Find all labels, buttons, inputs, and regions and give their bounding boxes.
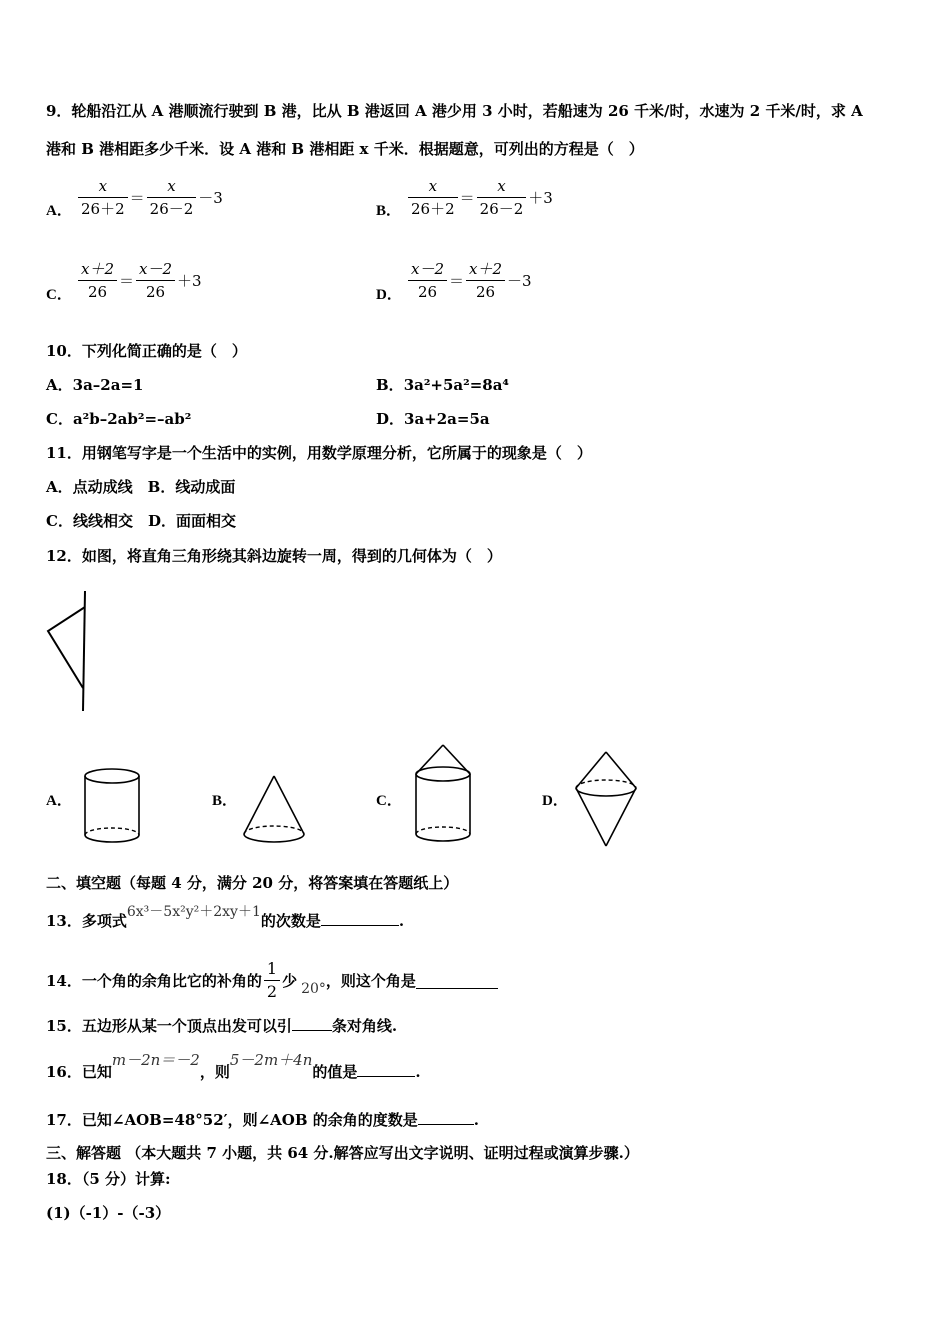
q9-c-right-numerator: x－2 [136, 258, 175, 281]
q10-a-label: A． [46, 376, 73, 394]
q9-stem-line1: 9．轮船沿江从 A 港顺流行驶到 B 港，比从 B 港返回 A 港少用 3 小时，若船速为 26 千米/时，水速为 2 千米/时，求 A [46, 102, 863, 120]
q10-b-label: B． [376, 376, 404, 394]
q14-degree: 20° [301, 980, 326, 997]
cylinder-figure [80, 765, 146, 847]
q16-end: . [415, 1063, 421, 1081]
q10-option-b [376, 375, 509, 395]
double-cone-figure [570, 748, 642, 852]
q10-d-expr: 3a+2a=5a [404, 410, 490, 428]
q9-a-equals: ＝ [129, 189, 145, 207]
q9-a-right-numerator: x [147, 175, 197, 198]
q17-text: 17．已知∠AOB=48°52′，则∠AOB 的余角的度数是 [46, 1111, 418, 1129]
q17-end: . [473, 1111, 480, 1129]
right-triangle-figure [40, 585, 100, 715]
q14-half-numerator: 1 [264, 958, 280, 981]
q17 [46, 1110, 479, 1130]
q9-option-b-equation [408, 175, 555, 220]
q9-option-d-label: D． [376, 287, 402, 303]
q10-c-expr: a²b–2ab²=–ab² [72, 410, 192, 428]
q9-b-left-numerator: x [408, 175, 458, 198]
q16 [46, 1051, 421, 1082]
q9-c-left-denominator: 26 [87, 283, 108, 301]
q9-a-tail: －3 [198, 189, 223, 207]
q13-suffix: 的次数是 [260, 912, 321, 930]
q10-option-a [46, 375, 143, 395]
q12-option-a-label: A． [46, 793, 72, 809]
q11-stem: 11．用钢笔写字是一个生活中的实例，用数学原理分析，它所属于的现象是（ ） [46, 444, 592, 462]
q15-prefix: 15．五边形从某一个顶点出发可以引 [46, 1017, 292, 1035]
q9-b-equals: ＝ [459, 189, 475, 207]
q9-d-left-numerator: x－2 [408, 258, 447, 281]
q10-d-label: D． [376, 410, 405, 428]
q10-a-expr: 3a–2a=1 [72, 376, 144, 394]
q16-answer-blank[interactable] [357, 1076, 415, 1077]
q14-half-denominator: 2 [266, 982, 278, 1001]
cone-figure [238, 772, 310, 848]
q10-option-d [376, 409, 490, 429]
q13 [46, 904, 405, 932]
q12-option-b-label: B． [212, 793, 238, 809]
q9-a-left-numerator: x [78, 175, 128, 198]
q9-c-tail: ＋3 [177, 272, 202, 290]
q9-b-tail: ＋3 [528, 189, 553, 207]
q9-d-tail: －3 [507, 272, 532, 290]
section-2-heading: 二、填空题（每题 4 分，满分 20 分，将答案填在答题纸上） [46, 874, 459, 892]
q9-c-equals: ＝ [119, 272, 135, 290]
q9-c-left-numerator: x＋2 [78, 258, 117, 281]
q13-answer-blank[interactable] [321, 925, 399, 926]
q9-option-a-label: A． [46, 203, 72, 219]
q9-b-left-denominator: 26＋2 [411, 200, 455, 218]
q14 [46, 958, 498, 1003]
q15 [46, 1016, 397, 1036]
q9-option-d-equation [408, 258, 534, 303]
cone-on-cylinder-figure [410, 742, 476, 846]
q9-d-right-denominator: 26 [475, 283, 496, 301]
q9-option-b-label: B． [376, 203, 402, 219]
q9-d-equals: ＝ [449, 272, 465, 290]
q9-a-left-denominator: 26＋2 [81, 200, 125, 218]
q9-c-right-denominator: 26 [145, 283, 166, 301]
q9-d-right-numerator: x＋2 [466, 258, 505, 281]
q10-b-expr: 3a²+5a²=8a⁴ [403, 376, 510, 394]
q10-option-c [46, 409, 191, 429]
q16-suffix: 的值是 [312, 1063, 358, 1081]
q16-then: ，则 [199, 1063, 230, 1081]
q9-option-a-equation [78, 175, 225, 220]
q15-answer-blank[interactable] [292, 1030, 332, 1031]
q16-given-equation: m－2n＝－2 [111, 1051, 200, 1069]
q13-end: . [398, 912, 405, 930]
q18-part-1: (1)（-1）-（-3） [46, 1204, 171, 1222]
q9-option-c-equation [78, 258, 204, 303]
q10-stem: 10．下列化简正确的是（ ） [46, 342, 247, 360]
q13-prefix: 13．多项式 [46, 912, 127, 930]
q9-b-right-denominator: 26－2 [479, 200, 524, 218]
q15-suffix: 条对角线. [331, 1017, 398, 1035]
q18-stem: 18．（5 分）计算: [46, 1170, 171, 1188]
q12-option-d-label: D． [542, 793, 568, 809]
q11-options-row1: A．点动成线 B．线动成面 [46, 478, 236, 496]
q9-stem-line2: 港和 B 港相距多少千米．设 A 港和 B 港相距 x 千米．根据题意，可列出的方程是（ ） [46, 140, 644, 158]
q16-prefix: 16．已知 [46, 1063, 112, 1081]
q16-target-expression: 5－2m＋4n [229, 1051, 313, 1069]
section-3-heading: 三、解答题 （本大题共 7 小题，共 64 分.解答应写出文字说明、证明过程或演算步骤.） [46, 1144, 639, 1162]
q14-less-than: 少 [282, 971, 298, 990]
q9-a-right-denominator: 26－2 [149, 200, 194, 218]
q13-polynomial: 6x³－5x²y²＋2xy＋1 [126, 904, 261, 920]
q9-b-right-numerator: x [477, 175, 527, 198]
q17-answer-blank[interactable] [418, 1124, 474, 1125]
q12-stem: 12．如图，将直角三角形绕其斜边旋转一周，得到的几何体为（ ） [46, 547, 502, 565]
q14-answer-blank[interactable] [416, 972, 498, 989]
q11-options-row2: C．线线相交 D．面面相交 [46, 512, 236, 530]
q9-option-c-label: C． [46, 287, 72, 303]
q14-suffix: ，则这个角是 [325, 971, 416, 990]
q10-c-label: C． [46, 410, 73, 428]
q14-prefix: 14．一个角的余角比它的补角的 [46, 971, 262, 990]
q9-d-left-denominator: 26 [417, 283, 438, 301]
q12-option-c-label: C． [376, 793, 402, 809]
